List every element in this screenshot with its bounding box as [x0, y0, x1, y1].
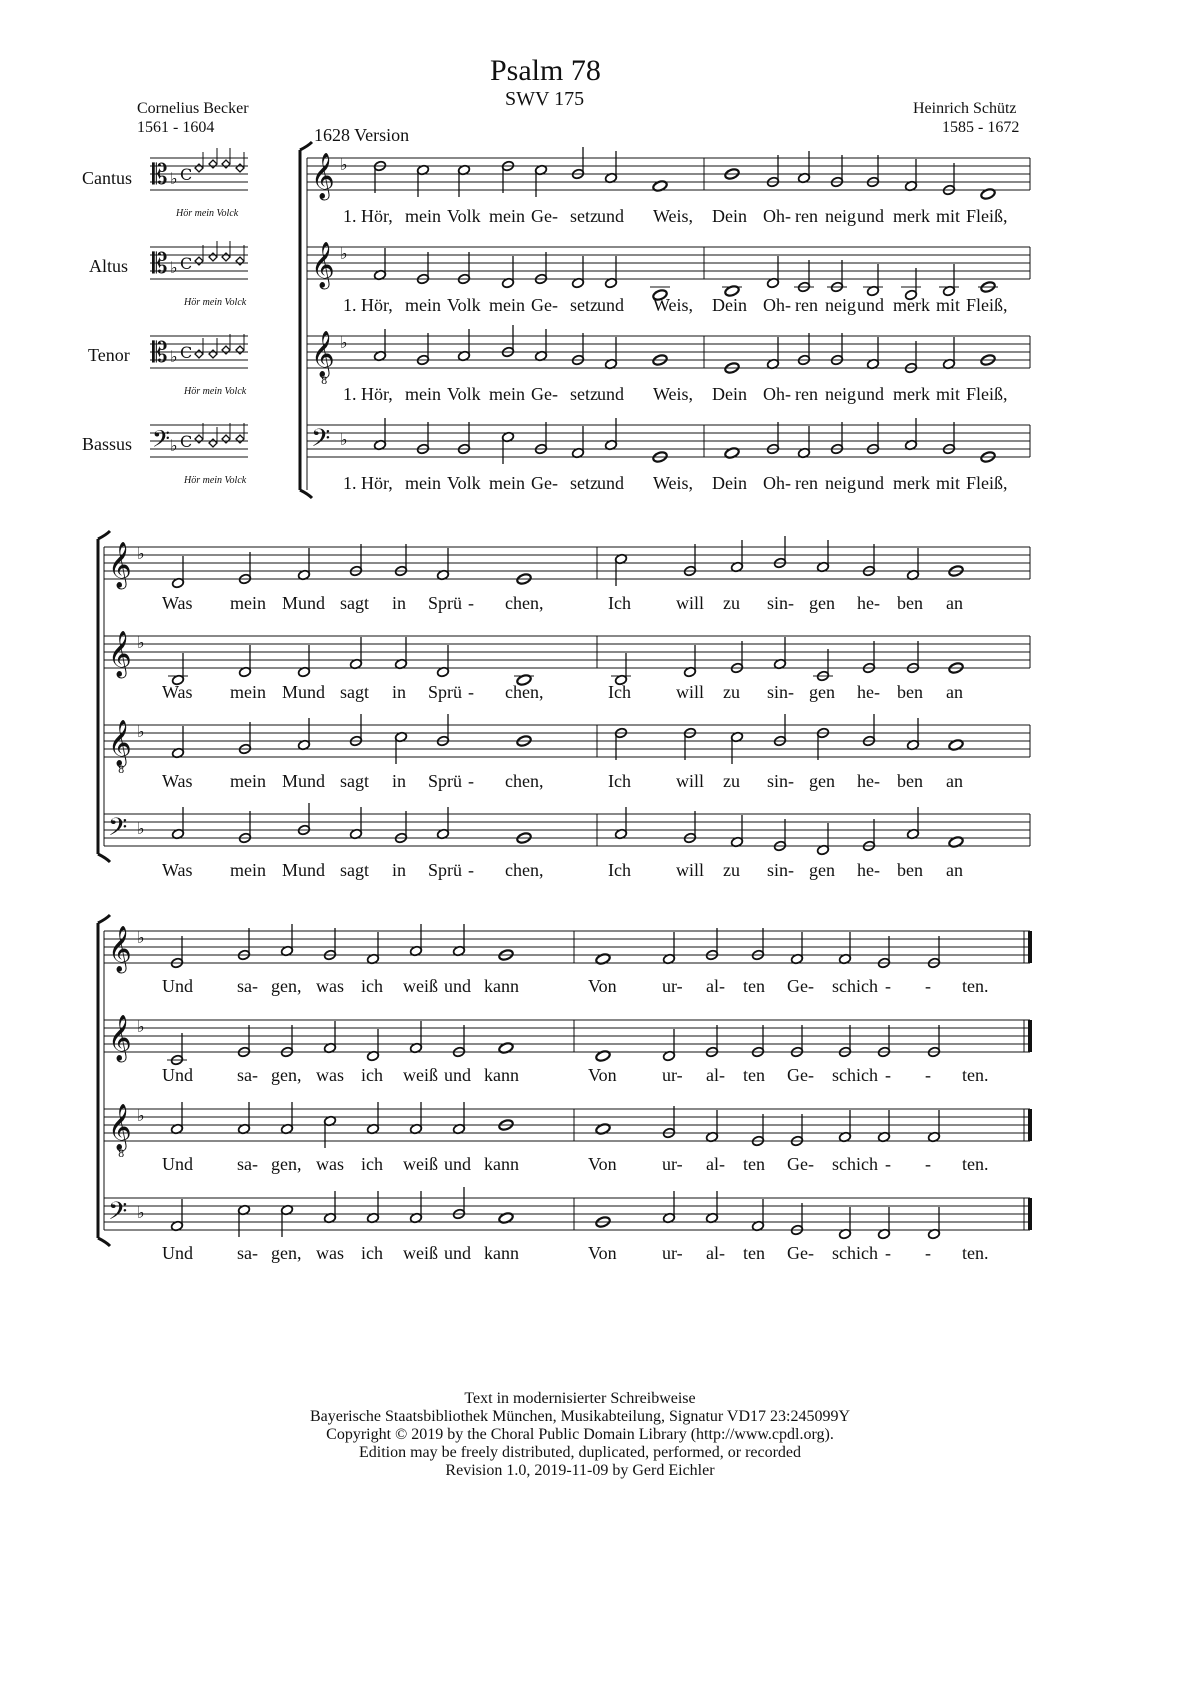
- lyric-syllable: was: [316, 1065, 344, 1085]
- key-flat-icon: ♭: [340, 430, 348, 449]
- lyric-syllable: schich: [832, 1154, 878, 1174]
- lyric-syllable: ich: [361, 1065, 383, 1085]
- lyric-syllable: Mund: [282, 593, 326, 613]
- footer-line-1: Text in modernisierter Schreibweise: [464, 1390, 696, 1407]
- lyric-syllable: -: [468, 860, 474, 880]
- lyric-syllable: al-: [706, 1243, 725, 1263]
- lyric-syllable: Von: [588, 976, 617, 996]
- lyric-syllable: -: [468, 682, 474, 702]
- lyric-syllable: mein: [489, 206, 525, 226]
- poet-name: Cornelius Becker: [137, 100, 249, 117]
- incipit-note: [236, 257, 244, 265]
- lyric-syllable: neig: [825, 206, 856, 226]
- lyric-syllable: was: [316, 1243, 344, 1263]
- lyric-syllable: in: [392, 771, 407, 791]
- lyric-syllable: merk: [893, 295, 930, 315]
- treble-clef-icon: 𝄞: [108, 1104, 132, 1150]
- lyric-syllable: gen: [809, 860, 835, 880]
- lyric-syllable: schich: [832, 1065, 878, 1085]
- lyric-syllable: zu: [723, 771, 740, 791]
- lyric-syllable: ben: [897, 593, 923, 613]
- lyric-syllable: in: [392, 593, 407, 613]
- lyric-syllable: sin-: [767, 682, 794, 702]
- lyric-syllable: mein: [489, 384, 525, 404]
- lyric-syllable: Oh-: [763, 295, 791, 315]
- lyric-syllable: will: [676, 771, 705, 791]
- incipit-note: [222, 160, 230, 168]
- incipit-flat-icon: ♭: [170, 169, 178, 188]
- lyric-syllable: Oh-: [763, 206, 791, 226]
- lyric-syllable: sagt: [340, 860, 369, 880]
- lyric-syllable: Dein: [712, 473, 747, 493]
- lyric-syllable: ten: [743, 1243, 765, 1263]
- incipit-flat-icon: ♭: [170, 347, 178, 366]
- lyric-syllable: an: [946, 682, 963, 702]
- lyric-syllable: zu: [723, 682, 740, 702]
- lyric-syllable: sa-: [237, 1065, 258, 1085]
- lyric-syllable: gen,: [271, 976, 302, 996]
- lyric-syllable: 1. Hör,: [343, 384, 393, 404]
- incipit-note: [209, 350, 217, 358]
- lyric-syllable: Sprü: [428, 682, 463, 702]
- lyric-syllable: und: [444, 1243, 471, 1263]
- lyric-syllable: Ge-: [787, 1154, 814, 1174]
- lyric-syllable: merk: [893, 473, 930, 493]
- lyric-syllable: al-: [706, 1065, 725, 1085]
- lyric-syllable: will: [676, 682, 705, 702]
- incipit-flat-icon: ♭: [170, 436, 178, 455]
- incipit-text-cantus: Hör mein Volck: [176, 208, 239, 219]
- incipit-note: [195, 164, 203, 172]
- lyric-syllable: will: [676, 860, 705, 880]
- incipit-note: [195, 435, 203, 443]
- incipit-note: [209, 160, 217, 168]
- key-flat-icon: ♭: [340, 244, 348, 263]
- lyric-syllable: Und: [162, 1154, 193, 1174]
- lyric-syllable: gen,: [271, 1154, 302, 1174]
- lyric-syllable: Oh-: [763, 384, 791, 404]
- lyric-syllable: kann: [484, 1243, 519, 1263]
- lyric-syllable: schich: [832, 976, 878, 996]
- lyric-syllable: ten.: [962, 1065, 989, 1085]
- lyric-syllable: gen,: [271, 1065, 302, 1085]
- lyric-syllable: sagt: [340, 771, 369, 791]
- lyric-syllable: Dein: [712, 384, 747, 404]
- key-flat-icon: ♭: [137, 633, 145, 652]
- lyric-syllable: kann: [484, 1154, 519, 1174]
- lyric-syllable: Von: [588, 1243, 617, 1263]
- lyric-syllable: ur-: [662, 1065, 683, 1085]
- incipit-note: [195, 350, 203, 358]
- incipit-text-altus: Hör mein Volck: [184, 297, 247, 308]
- lyric-syllable: und: [597, 206, 624, 226]
- lyric-syllable: Ich: [608, 593, 631, 613]
- lyric-syllable: setz: [570, 295, 598, 315]
- lyric-syllable: ren: [795, 384, 818, 404]
- composer-name: Heinrich Schütz: [913, 100, 1017, 117]
- lyric-syllable: Fleiß,: [966, 384, 1008, 404]
- lyric-syllable: Fleiß,: [966, 295, 1008, 315]
- lyric-syllable: mein: [230, 771, 266, 791]
- lyric-syllable: he-: [857, 593, 880, 613]
- incipit-note: [236, 435, 244, 443]
- lyric-syllable: und: [444, 1154, 471, 1174]
- lyric-syllable: und: [857, 295, 884, 315]
- lyric-syllable: neig: [825, 295, 856, 315]
- lyric-syllable: weiß: [403, 1154, 438, 1174]
- treble-clef-icon: 𝄞: [108, 1015, 132, 1061]
- lyric-syllable: chen,: [505, 593, 544, 613]
- lyric-syllable: he-: [857, 682, 880, 702]
- lyric-syllable: ich: [361, 976, 383, 996]
- lyric-syllable: ben: [897, 860, 923, 880]
- lyric-syllable: Was: [162, 682, 193, 702]
- incipit-clef-icon: 𝄡: [152, 247, 168, 280]
- lyric-syllable: mein: [405, 206, 441, 226]
- lyric-syllable: -: [925, 1154, 931, 1174]
- lyric-syllable: Fleiß,: [966, 206, 1008, 226]
- lyric-syllable: Volk: [447, 473, 481, 493]
- incipit-clef-icon: 𝄡: [152, 158, 168, 191]
- lyric-syllable: -: [925, 1065, 931, 1085]
- lyric-syllable: neig: [825, 473, 856, 493]
- lyric-syllable: kann: [484, 1065, 519, 1085]
- lyric-syllable: Ich: [608, 682, 631, 702]
- lyric-syllable: mein: [230, 593, 266, 613]
- voice-label-altus: Altus: [89, 256, 129, 276]
- lyric-syllable: setz: [570, 473, 598, 493]
- lyric-syllable: Ich: [608, 860, 631, 880]
- treble-clef-icon: 𝄞: [311, 242, 335, 288]
- lyric-syllable: und: [597, 473, 624, 493]
- footer-line-5: Revision 1.0, 2019-11-09 by Gerd Eichler: [445, 1462, 715, 1479]
- key-flat-icon: ♭: [137, 819, 145, 838]
- incipit-meter-icon: C: [180, 165, 193, 184]
- lyric-syllable: Von: [588, 1065, 617, 1085]
- incipit-clef-icon: 𝄡: [152, 336, 168, 369]
- key-flat-icon: ♭: [137, 1203, 145, 1222]
- lyric-syllable: was: [316, 1154, 344, 1174]
- key-flat-icon: ♭: [137, 1017, 145, 1036]
- incipit-meter-icon: C: [180, 254, 193, 273]
- incipit-flat-icon: ♭: [170, 258, 178, 277]
- lyric-syllable: Weis,: [653, 473, 694, 493]
- lyric-syllable: 1. Hör,: [343, 295, 393, 315]
- lyric-syllable: weiß: [403, 1065, 438, 1085]
- voice-label-tenor: Tenor: [88, 345, 130, 365]
- incipit-note: [195, 257, 203, 265]
- lyric-syllable: al-: [706, 976, 725, 996]
- lyric-syllable: kann: [484, 976, 519, 996]
- bass-clef-icon: 𝄢: [108, 1197, 128, 1232]
- lyric-syllable: Weis,: [653, 206, 694, 226]
- lyric-syllable: mein: [489, 473, 525, 493]
- lyric-syllable: will: [676, 593, 705, 613]
- lyric-syllable: -: [885, 976, 891, 996]
- voice-label-cantus: Cantus: [82, 168, 133, 188]
- lyric-syllable: mein: [405, 295, 441, 315]
- lyric-syllable: und: [857, 206, 884, 226]
- lyric-syllable: Mund: [282, 860, 326, 880]
- lyric-syllable: Mund: [282, 682, 326, 702]
- lyric-syllable: mein: [489, 295, 525, 315]
- footer-line-4: Edition may be freely distributed, duplicated, performed, or recorded: [358, 1444, 802, 1461]
- lyric-syllable: Fleiß,: [966, 473, 1008, 493]
- lyric-syllable: Ge-: [787, 976, 814, 996]
- lyric-syllable: Ge-: [531, 206, 558, 226]
- lyric-syllable: an: [946, 860, 963, 880]
- incipit-note: [222, 435, 230, 443]
- lyric-syllable: 1. Hör,: [343, 206, 393, 226]
- lyric-syllable: -: [925, 1243, 931, 1263]
- lyric-syllable: al-: [706, 1154, 725, 1174]
- lyric-syllable: weiß: [403, 976, 438, 996]
- lyric-syllable: ben: [897, 771, 923, 791]
- lyric-syllable: Und: [162, 1243, 193, 1263]
- lyric-syllable: -: [885, 1154, 891, 1174]
- version-label: 1628 Version: [314, 125, 410, 145]
- lyric-syllable: Was: [162, 771, 193, 791]
- lyric-syllable: Volk: [447, 384, 481, 404]
- lyric-syllable: sin-: [767, 860, 794, 880]
- lyric-syllable: ten.: [962, 976, 989, 996]
- lyric-syllable: und: [857, 384, 884, 404]
- incipit-meter-icon: C: [180, 432, 193, 451]
- bass-clef-icon: 𝄢: [108, 813, 128, 848]
- lyric-syllable: Ge-: [787, 1065, 814, 1085]
- incipit-note: [236, 346, 244, 354]
- lyric-syllable: mein: [230, 682, 266, 702]
- lyric-syllable: zu: [723, 860, 740, 880]
- lyric-syllable: Weis,: [653, 295, 694, 315]
- lyric-syllable: gen: [809, 682, 835, 702]
- lyric-syllable: setz: [570, 206, 598, 226]
- lyric-syllable: sa-: [237, 1154, 258, 1174]
- lyric-syllable: ben: [897, 682, 923, 702]
- lyric-syllable: sagt: [340, 593, 369, 613]
- incipit-text-tenor: Hör mein Volck: [184, 386, 247, 397]
- lyric-syllable: Weis,: [653, 384, 694, 404]
- lyric-syllable: ten: [743, 976, 765, 996]
- lyric-syllable: Ge-: [531, 473, 558, 493]
- lyric-syllable: mit: [936, 384, 961, 404]
- incipit-note: [236, 164, 244, 172]
- lyric-syllable: Volk: [447, 206, 481, 226]
- incipit-note: [222, 253, 230, 261]
- key-flat-icon: ♭: [137, 722, 145, 741]
- lyric-syllable: chen,: [505, 682, 544, 702]
- lyric-syllable: merk: [893, 384, 930, 404]
- treble-clef-icon: 𝄞: [108, 926, 132, 972]
- lyric-syllable: Mund: [282, 771, 326, 791]
- poet-dates: 1561 - 1604: [137, 119, 215, 136]
- lyric-syllable: -: [468, 593, 474, 613]
- title: Psalm 78: [490, 54, 601, 87]
- incipit-note: [222, 346, 230, 354]
- key-flat-icon: ♭: [137, 928, 145, 947]
- lyric-syllable: sa-: [237, 976, 258, 996]
- footer-line-3: Copyright © 2019 by the Choral Public Domain Library (http://www.cpdl.org).: [326, 1426, 834, 1443]
- lyric-syllable: weiß: [403, 1243, 438, 1263]
- lyric-syllable: ten.: [962, 1154, 989, 1174]
- lyric-syllable: mit: [936, 206, 961, 226]
- lyric-syllable: Ge-: [787, 1243, 814, 1263]
- octave-mark: 8: [321, 376, 328, 387]
- lyric-syllable: ten: [743, 1154, 765, 1174]
- incipit-clef-icon: 𝄢: [152, 425, 171, 458]
- lyric-syllable: -: [925, 976, 931, 996]
- lyric-syllable: Ge-: [531, 384, 558, 404]
- lyric-syllable: sin-: [767, 593, 794, 613]
- octave-mark: 8: [118, 1149, 125, 1160]
- lyric-syllable: chen,: [505, 860, 544, 880]
- lyric-syllable: Dein: [712, 295, 747, 315]
- lyric-syllable: Volk: [447, 295, 481, 315]
- lyric-syllable: gen: [809, 593, 835, 613]
- lyric-syllable: Was: [162, 593, 193, 613]
- treble-clef-icon: 𝄞: [311, 331, 335, 377]
- incipit-note: [209, 253, 217, 261]
- key-flat-icon: ♭: [340, 155, 348, 174]
- lyric-syllable: ur-: [662, 1154, 683, 1174]
- octave-mark: 8: [118, 765, 125, 776]
- key-flat-icon: ♭: [137, 544, 145, 563]
- lyric-syllable: 1. Hör,: [343, 473, 393, 493]
- lyric-syllable: mit: [936, 295, 961, 315]
- treble-clef-icon: 𝄞: [108, 631, 132, 677]
- lyric-syllable: ten.: [962, 1243, 989, 1263]
- lyric-syllable: ren: [795, 206, 818, 226]
- lyric-syllable: setz: [570, 384, 598, 404]
- lyric-syllable: was: [316, 976, 344, 996]
- treble-clef-icon: 𝄞: [311, 153, 335, 199]
- lyric-syllable: Sprü: [428, 860, 463, 880]
- lyric-syllable: merk: [893, 206, 930, 226]
- lyric-syllable: Sprü: [428, 771, 463, 791]
- lyric-syllable: he-: [857, 860, 880, 880]
- lyric-syllable: gen: [809, 771, 835, 791]
- lyric-syllable: in: [392, 860, 407, 880]
- voice-label-bassus: Bassus: [82, 434, 133, 454]
- incipit-text-bassus: Hör mein Volck: [184, 475, 247, 486]
- lyric-syllable: chen,: [505, 771, 544, 791]
- lyric-syllable: -: [468, 771, 474, 791]
- lyric-syllable: Dein: [712, 206, 747, 226]
- lyric-syllable: Von: [588, 1154, 617, 1174]
- lyric-syllable: schich: [832, 1243, 878, 1263]
- lyric-syllable: ren: [795, 473, 818, 493]
- lyric-syllable: und: [444, 1065, 471, 1085]
- lyric-syllable: mein: [405, 473, 441, 493]
- lyric-syllable: Sprü: [428, 593, 463, 613]
- catalog-number: SWV 175: [505, 88, 585, 110]
- lyric-syllable: -: [885, 1243, 891, 1263]
- lyric-syllable: gen,: [271, 1243, 302, 1263]
- lyric-syllable: mit: [936, 473, 961, 493]
- lyric-syllable: und: [597, 384, 624, 404]
- treble-clef-icon: 𝄞: [108, 542, 132, 588]
- key-flat-icon: ♭: [340, 333, 348, 352]
- key-flat-icon: ♭: [137, 1106, 145, 1125]
- lyric-syllable: ich: [361, 1243, 383, 1263]
- incipit-note: [209, 439, 217, 447]
- lyric-syllable: und: [857, 473, 884, 493]
- lyric-syllable: an: [946, 593, 963, 613]
- lyric-syllable: mein: [230, 860, 266, 880]
- composer-dates: 1585 - 1672: [942, 119, 1020, 136]
- lyric-syllable: Ich: [608, 771, 631, 791]
- lyric-syllable: Was: [162, 860, 193, 880]
- lyric-syllable: ren: [795, 295, 818, 315]
- lyric-syllable: ich: [361, 1154, 383, 1174]
- lyric-syllable: und: [597, 295, 624, 315]
- lyric-syllable: Und: [162, 976, 193, 996]
- lyric-syllable: he-: [857, 771, 880, 791]
- lyric-syllable: mein: [405, 384, 441, 404]
- lyric-syllable: sin-: [767, 771, 794, 791]
- lyric-syllable: neig: [825, 384, 856, 404]
- lyric-syllable: sagt: [340, 682, 369, 702]
- footer-line-2: Bayerische Staatsbibliothek München, Musikabteilung, Signatur VD17 23:245099Y: [309, 1408, 851, 1425]
- bass-clef-icon: 𝄢: [311, 424, 331, 459]
- lyric-syllable: ten: [743, 1065, 765, 1085]
- lyric-syllable: Und: [162, 1065, 193, 1085]
- lyric-syllable: sa-: [237, 1243, 258, 1263]
- lyric-syllable: zu: [723, 593, 740, 613]
- incipit-meter-icon: C: [180, 343, 193, 362]
- lyric-syllable: -: [885, 1065, 891, 1085]
- lyric-syllable: und: [444, 976, 471, 996]
- lyric-syllable: Ge-: [531, 295, 558, 315]
- lyric-syllable: Oh-: [763, 473, 791, 493]
- treble-clef-icon: 𝄞: [108, 720, 132, 766]
- lyric-syllable: ur-: [662, 1243, 683, 1263]
- lyric-syllable: in: [392, 682, 407, 702]
- lyric-syllable: ur-: [662, 976, 683, 996]
- lyric-syllable: an: [946, 771, 963, 791]
